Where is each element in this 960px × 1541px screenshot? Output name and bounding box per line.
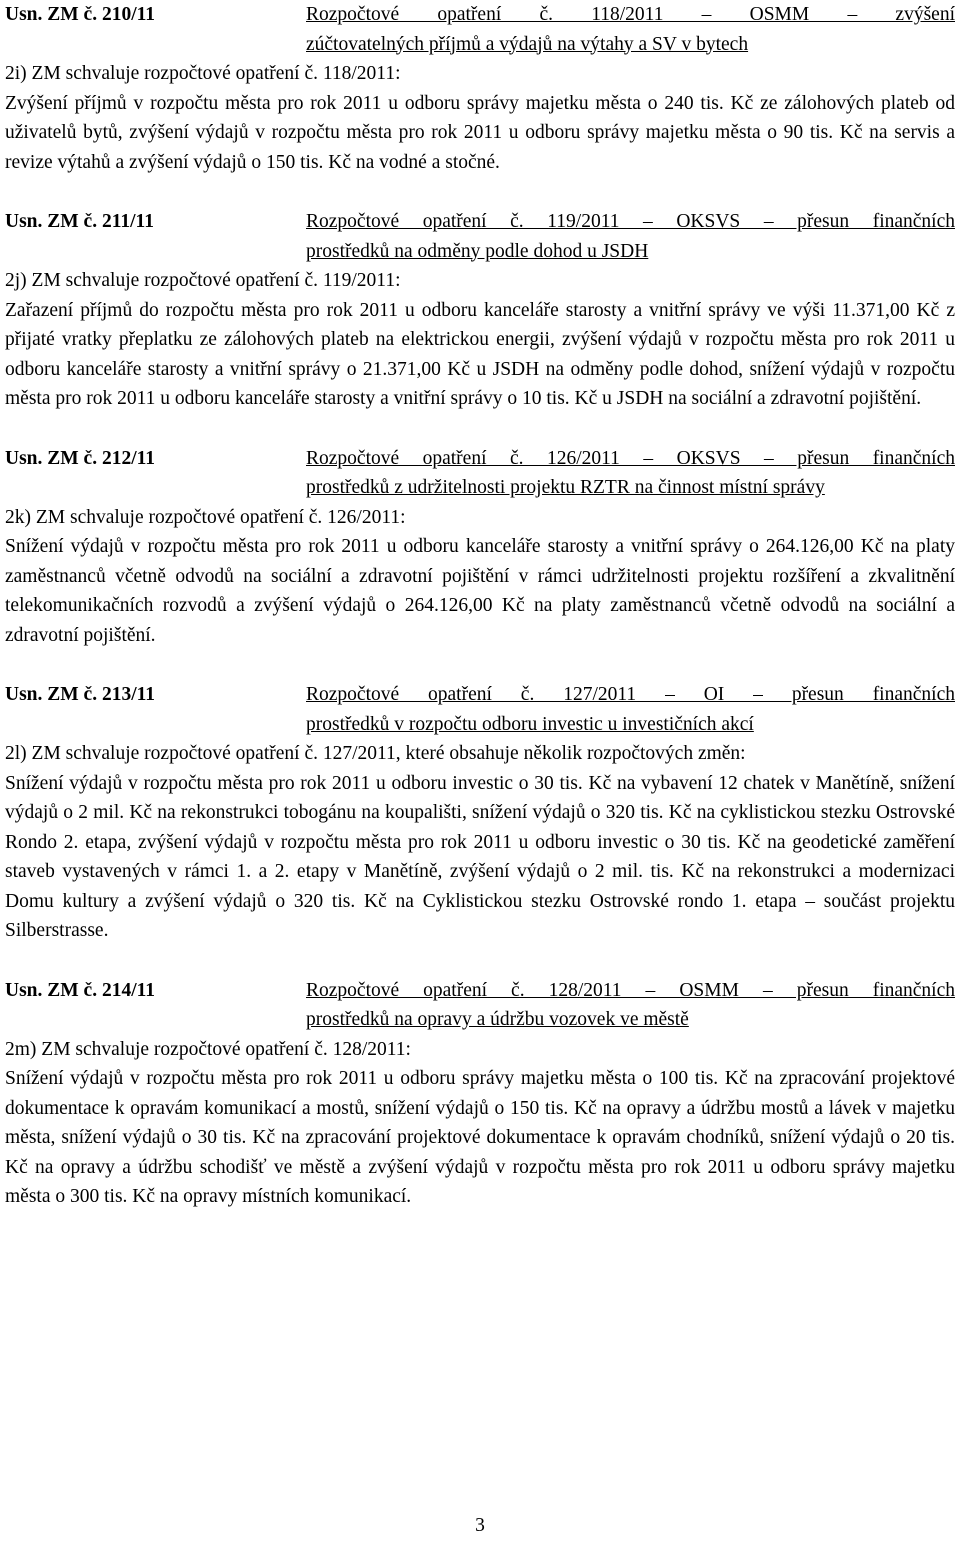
resolution-210	[5, 0, 955, 177]
resolution-topic	[306, 207, 955, 266]
resolution-topic	[306, 680, 955, 739]
topic-line-1: Rozpočtové opatření č. 119/2011 – OKSVS – přesun finančních	[306, 211, 955, 232]
topic-line-1: Rozpočtové opatření č. 126/2011 – OKSVS – přesun finančních	[306, 447, 955, 469]
resolution-topic	[306, 976, 955, 1035]
resolution-211	[5, 207, 955, 414]
document-page	[5, 0, 955, 1242]
resolution-body: Snížení výdajů v rozpočtu města pro rok 2011 u odboru kanceláře starosty a vnitřní správy o 264.126,00 Kč na platy zaměstnanců včetně odvodů na sociální a zdravotní pojištění v rámci udržitelnosti projektu rozšíření a zkvalitnění telekomunikačních rozvodů a zvýšení výdajů o 264.126,00 Kč na platy zaměstnanců včetně odvodů na sociální a zdravotní pojištění.	[5, 536, 955, 646]
topic-line-2: prostředků v rozpočtu odboru investic u investičních akcí	[306, 713, 754, 735]
resolution-number: Usn. ZM č. 214/11	[5, 979, 156, 1001]
resolution-number: Usn. ZM č. 210/11	[5, 4, 156, 25]
resolution-decision: 2l) ZM schvaluje rozpočtové opatření č. 127/2011, které obsahuje několik rozpočtových změn:	[5, 743, 746, 764]
resolution-body: Zařazení příjmů do rozpočtu města pro rok 2011 u odboru kanceláře starosty a vnitřní správy ve výši 11.371,00 Kč z přijaté vratky přeplatku ze zálohových plateb na elektrickou energii, zvýšení výdajů v rozpočtu města pro rok 2011 u odboru kanceláře starosty a vnitřní správy o 21.371,00 Kč u JSDH na odměny podle dohod, snížení výdajů v rozpočtu města pro rok 2011 u odboru kanceláře starosty a vnitřní správy o 10 tis. Kč u JSDH na sociální a zdravotní pojištění.	[5, 299, 955, 409]
topic-line-2: prostředků na opravy a údržbu vozovek ve městě	[306, 1009, 689, 1030]
resolution-header	[5, 207, 955, 266]
resolution-body: Snížení výdajů v rozpočtu města pro rok 2011 u odboru správy majetku města o 100 tis. Kč na zpracování projektové dokumentace k opravám komunikací a mostů, snížení výdajů o 150 tis. Kč na opravy a údržbu mostů a lávek v majetku města, snížení výdajů o 30 tis. Kč na zpracování projektové dokumentace k opravám chodníků, snížení výdajů o 20 tis. Kč na opravy a údržbu schodišť ve městě a zvýšení výdajů v rozpočtu města pro rok 2011 u odboru správy majetku města o 300 tis. Kč na opravy místních komunikací.	[5, 1068, 955, 1207]
resolution-212	[5, 444, 955, 651]
topic-line-1: Rozpočtové opatření č. 118/2011 – OSMM – zvýšení	[306, 4, 955, 25]
resolution-body: Zvýšení příjmů v rozpočtu města pro rok 2011 u odboru správy majetku města o 240 tis. Kč ze zálohových plateb od uživatelů bytů, zvýšení výdajů v rozpočtu města pro rok 2011 u odboru správy majetku města o 90 tis. Kč na servis a revize výtahů a zvýšení výdajů o 150 tis. Kč na vodné a stočné.	[5, 92, 955, 173]
resolution-decision: 2k) ZM schvaluje rozpočtové opatření č. 126/2011:	[5, 506, 406, 528]
resolution-214	[5, 976, 955, 1212]
topic-line-2: prostředků na odměny podle dohod u JSDH	[306, 240, 649, 262]
resolution-decision: 2m) ZM schvaluje rozpočtové opatření č. 128/2011:	[5, 1038, 411, 1060]
resolution-header	[5, 976, 955, 1035]
resolution-number: Usn. ZM č. 213/11	[5, 684, 156, 705]
resolution-body: Snížení výdajů v rozpočtu města pro rok 2011 u odboru investic o 30 tis. Kč na vybavení 12 chatek v Manětíně, snížení výdajů o 2 mil. Kč na rekonstrukci tobogánu na koupališti, snížení výdajů o 320 tis. Kč na cyklistickou stezku Ostrovské Rondo 2. etapa, zvýšení výdajů v rozpočtu města pro rok 2011 u odboru investic o 30 tis. Kč na geodetické zaměření staveb vystavených v rámci 1. a 2. etapy v Manětíně, zvýšení výdajů o 2 mil. tis. Kč na rekonstrukci a modernizaci Domu kultury a zvýšení výdajů o 320 tis. Kč na Cyklistickou stezku Ostrovské rondo 1. etapa – součást projektu Silberstrasse.	[5, 772, 955, 941]
resolution-number: Usn. ZM č. 212/11	[5, 447, 156, 469]
resolution-decision: 2i) ZM schvaluje rozpočtové opatření č. 118/2011:	[5, 63, 401, 84]
topic-line-1: Rozpočtové opatření č. 127/2011 – OI – přesun finančních	[306, 684, 955, 705]
resolution-header	[5, 0, 955, 59]
page-number: 3	[475, 1515, 485, 1536]
resolution-topic	[306, 444, 955, 503]
resolution-header	[5, 444, 955, 503]
resolution-number: Usn. ZM č. 211/11	[5, 211, 154, 232]
resolution-header	[5, 680, 955, 739]
topic-line-2: zúčtovatelných příjmů a výdajů na výtahy a SV v bytech	[306, 33, 749, 55]
topic-line-2: prostředků z udržitelnosti projektu RZTR na činnost místní správy	[306, 477, 825, 498]
resolution-decision: 2j) ZM schvaluje rozpočtové opatření č. 119/2011:	[5, 270, 401, 291]
resolution-topic	[306, 0, 955, 59]
resolution-213	[5, 680, 955, 946]
topic-line-1: Rozpočtové opatření č. 128/2011 – OSMM – přesun finančních	[306, 979, 955, 1001]
